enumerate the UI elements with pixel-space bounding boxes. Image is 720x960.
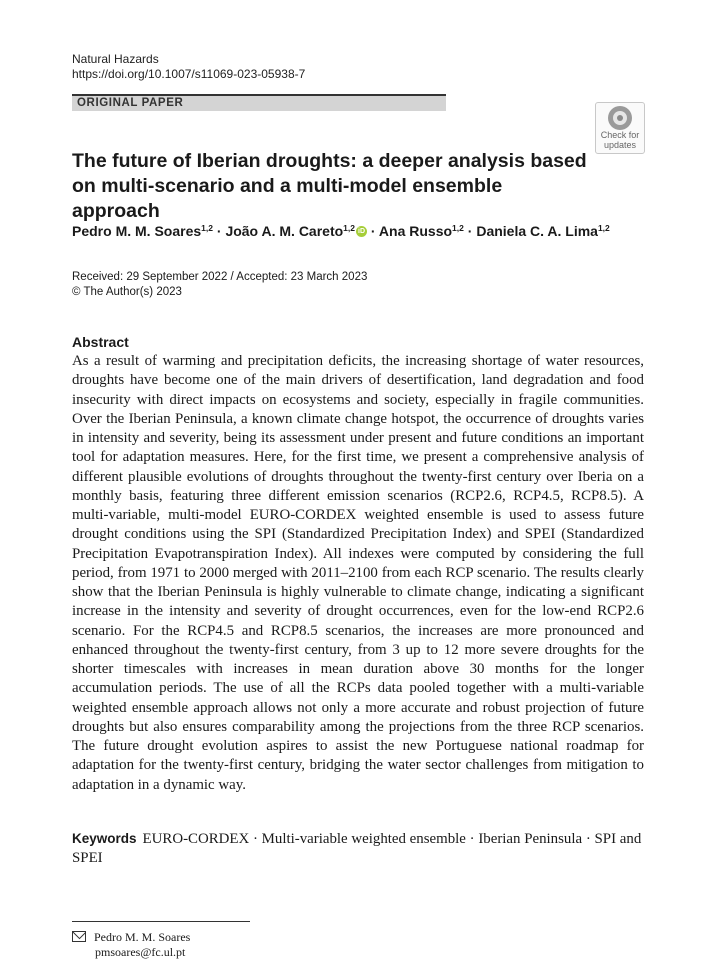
correspondence — [72, 930, 190, 960]
article-type-bar — [72, 94, 446, 111]
keywords — [72, 829, 644, 869]
journal-header — [72, 52, 305, 82]
abstract-body: As a result of warming and precipitation deficits, the increasing shortage of water resources, droughts have become one of the main drivers of desertification, land degradation and food insecurity with direct impacts on ecosystems and society, especially in fragile communities. Over the Iberian Peninsula, a known climate change hotspot, the occurrence of droughts varies in intensity and severity, being its assessment under present and future conditions an important tool for adaptation measures. Here, for the first time, we present a comprehensive analysis of different plausible evolutions of droughts throughout the twenty-first century over Iberia on a monthly basis, featuring three different emission scenarios (RCP2.6, RCP4.5, RCP8.5). A multi-variable, multi-model EURO-CORDEX weighted ensemble is used to assess future drought conditions using the SPI (Standardized Precipitation Index) and SPEI (Standardized Precipitation Evapotranspiration Index). All indexes were computed by considering the full period, from 1971 to 2000 merged with 2011–2100 from each RCP scenario. The results clearly show that the Iberian Peninsula is highly vulnerable to climate change, indicating a significant increase in the intensity and severity of drought occurrences, even for the low-end RCP2.6 scenario. For the RCP4.5 and RCP8.5 scenarios, the increases are more pronounced and enhanced throughout the twenty-first century, from 3 up to 12 more severe droughts for the shorter timescales with increases in mean duration above 30 months for the longer accumulation periods. The use of all the RCPs data pooled together with a multi-variable weighted ensemble approach allows not only a more accurate and robust projection of future droughts but also ensures comparability among the projections from the three RCP scenarios. The future drought evolution aspires to assist the new Portuguese national roadmap for adaptation for the twenty-first century, bridging the water sector challenges from mitigation to adaptation in a dynamic way. — [72, 353, 644, 793]
author-name[interactable]: Ana Russo — [378, 223, 453, 239]
correspondence-email[interactable]: pmsoares@fc.ul.pt — [95, 945, 186, 959]
envelope-icon — [72, 931, 86, 942]
footnote-rule — [72, 921, 250, 922]
author-affiliation: 1,2 — [201, 223, 213, 233]
paper-title: The future of Iberian droughts: a deeper analysis based on multi-scenario and a multi-model ensemble approach — [72, 150, 587, 222]
check-for-updates-badge[interactable] — [595, 102, 645, 154]
doi-link[interactable]: https://doi.org/10.1007/s11069-023-05938-7 — [72, 67, 306, 81]
copyright: © The Author(s) 2023 — [72, 286, 182, 298]
author-affiliation: 1,2 — [452, 223, 464, 233]
author-name[interactable]: Daniela C. A. Lima — [476, 223, 598, 239]
keywords-label: Keywords — [72, 831, 137, 846]
received-accepted: Received: 29 September 2022 / Accepted: 23 March 2023 — [72, 271, 368, 283]
article-type-label: ORIGINAL PAPER — [77, 97, 184, 109]
author-name[interactable]: Pedro M. M. Soares — [72, 223, 202, 239]
publication-dates — [72, 270, 367, 300]
author-affiliation: 1,2 — [597, 223, 610, 233]
abstract-heading: Abstract — [72, 334, 129, 350]
journal-name: Natural Hazards — [72, 52, 159, 66]
author-affiliation: 1,2 — [343, 223, 355, 233]
crossmark-icon — [608, 106, 632, 130]
orcid-icon[interactable]: iD — [358, 228, 365, 235]
keywords-text: EURO-CORDEX · Multi-variable weighted ensemble · Iberian Peninsula · SPI and SPEI — [72, 831, 642, 867]
author-name[interactable]: João A. M. Careto — [225, 223, 344, 239]
author-list: Pedro M. M. Soares$^{1,2}$ · João A. M. Careto$^{1,2}$ iD · Ana Russo$^{1,2}$ · Daniela C. A. Lima$^{1,2}$ — [72, 223, 610, 239]
check-for-updates-text: Check for updates — [600, 130, 640, 150]
correspondence-name: Pedro M. M. Soares — [94, 930, 191, 944]
